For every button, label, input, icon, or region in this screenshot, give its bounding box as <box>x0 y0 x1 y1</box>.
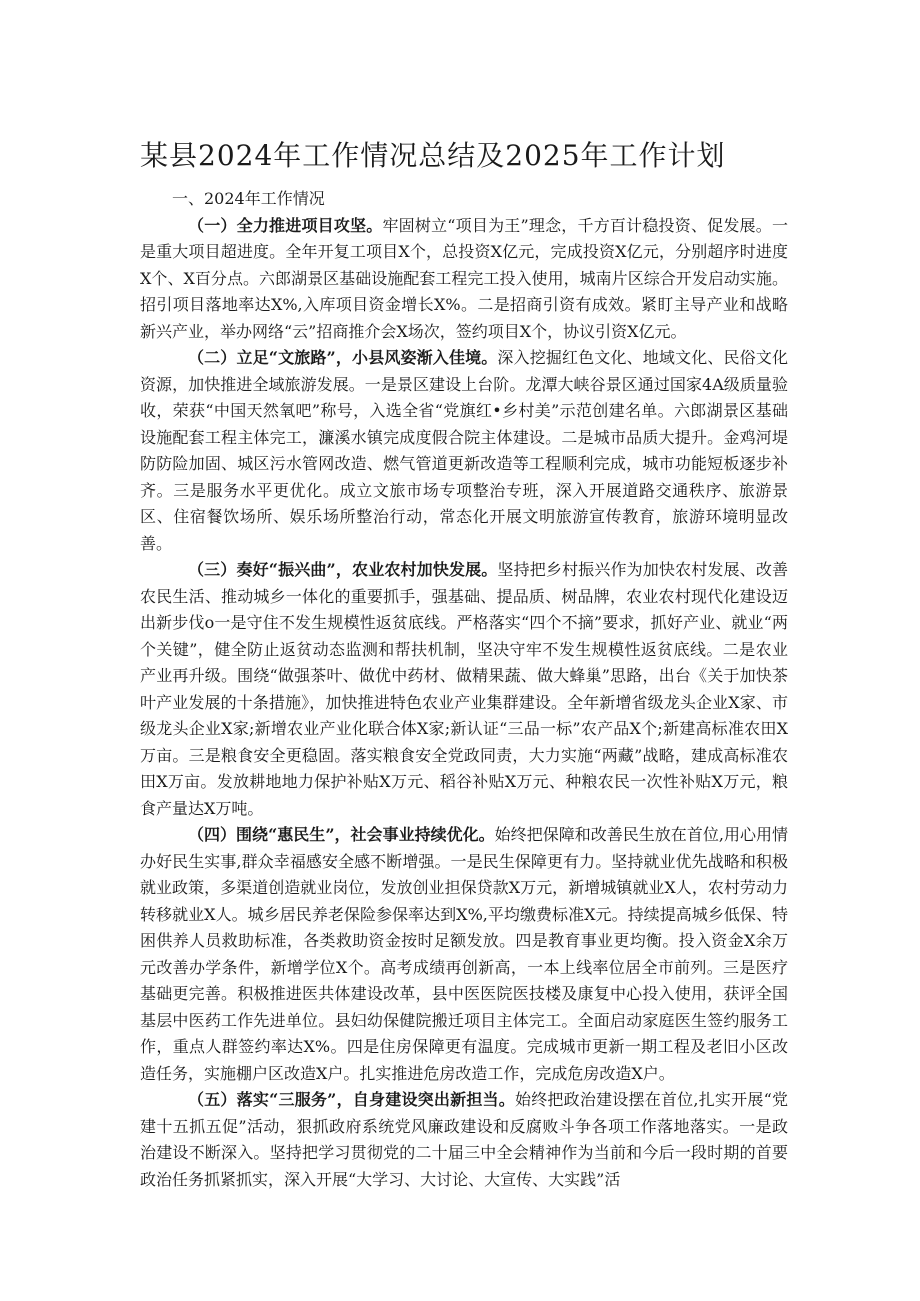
paragraph-rural-revitalization <box>140 557 788 822</box>
paragraph-lead: （一）全力推进项目攻坚。 <box>188 215 383 235</box>
paragraph-self-construction <box>140 1087 788 1193</box>
document-title: 某县2024年工作情况总结及2025年工作计划 <box>140 139 726 172</box>
paragraph-project-push <box>140 213 788 346</box>
paragraph-text: 坚持把乡村振兴作为加快农村发展、改善农民生活、推动城乡一体化的重要抓手，强基础、提品质、树品牌，农业农村现代化建设迈出新步伐o一是守住不发生规模性返贫底线。严格落实“四个不摘”要求，抓好产业、就业“两个关键”，健全防止返贫动态监测和帮扶机制，坚决守牢不发生规模性返贫底线。二是农业产业再升级。围绕“做强茶叶、做优中药材、做精果蔬、做大蜂巢”思路，出台《关于加快茶叶产业发展的十条措施》，加快推进特色农业产业集群建设。全年新增省级龙头企业X家、市级龙头企业X家;新增农业产业化联合体X家;新认证“三品一标”农产品X个;新建高标准农田X万亩。三是粮食安全更稳固。落实粮食安全党政同责，大力实施“两藏”战略，建成高标准农田X万亩。发放耕地地力保护补贴X万元、稻谷补贴X万元、种粮农民一次性补贴X万元，粮食产量达X万吨。 <box>140 560 788 818</box>
paragraph-lead: （二）立足“文旅路”，小县风姿渐入佳境。 <box>188 348 498 367</box>
paragraph-livelihood <box>140 822 788 1087</box>
paragraph-text: 牢固树立“项目为王”理念，千方百计稳投资、促发展。一是重大项目超进度。全年开复工项目X个，总投资X亿元，完成投资X亿元，分别超序时进度X个、X百分点。六郎湖景区基础设施配套工程完工投入使用，城南片区综合开发启动实施。招引项目落地率达X%,入库项目资金增长X%。二是招商引资有成效。紧盯主导产业和战略新兴产业，举办网络“云”招商推介会X场次，签约项目X个，协议引资X亿元。 <box>140 215 788 341</box>
document-body <box>140 186 788 1193</box>
paragraph-lead: （三）奏好“振兴曲”，农业农村加快发展。 <box>188 560 498 579</box>
paragraph-lead: （五）落实“三服务”，自身建设突出新担当。 <box>188 1090 515 1109</box>
paragraph-text: 始终把政治建设摆在首位,扎实开展“党建十五抓五促”活动，狠抓政府系统党风廉政建设和反腐败斗争各项工作落地落实。一是政治建设不断深入。坚持把学习贯彻党的二十届三中全会精神作为当前和今后一段时期的首要政治任务抓紧抓实，深入开展“大学习、大讨论、大宣传、大实践”活 <box>140 1090 788 1189</box>
paragraph-culture-tourism <box>140 345 788 557</box>
section-heading: 一、2024年工作情况 <box>172 189 325 208</box>
paragraph-text: 深入挖掘红色文化、地域文化、民俗文化资源，加快推进全域旅游发展。一是景区建设上台阶。龙潭大峡谷景区通过国家4A级质量验收，荣获“中国天然氧吧”称号，入选全省“党旗红•乡村美”示范创建名单。六郎湖景区基础设施配套工程主体完工，濂溪水镇完成度假合院主体建设。二是城市品质大提升。金鸡河堤防防险加固、城区污水管网改造、燃气管道更新改造等工程顺利完成，城市功能短板逐步补齐。三是服务水平更优化。成立文旅市场专项整治专班，深入开展道路交通秩序、旅游景区、住宿餐饮场所、娱乐场所整治行动，常态化开展文明旅游宣传教育，旅游环境明显改善。 <box>140 348 788 553</box>
paragraph-text: 始终把保障和改善民生放在首位,用心用情办好民生实事,群众幸福感安全感不断增强。一是民生保障更有力。坚持就业优先战略和积极就业政策，多渠道创造就业岗位，发放创业担保贷款X万元，新增城镇就业X人，农村劳动力转移就业X人。城乡居民养老保险参保率达到X%,平均缴费标准X元。持续提高城乡低保、特困供养人员救助标准，各类救助资金按时足额发放。四是教育事业更均衡。投入资金X余万元改善办学条件，新增学位X个。高考成绩再创新高，一本上线率位居全市前列。三是医疗基础更完善。积极推进医共体建设改革，县中医医院医技楼及康复中心投入使用，获评全国基层中医药工作先进单位。县妇幼保健院搬迁项目主体完工。全面启动家庭医生签约服务工作，重点人群签约率达X%。四是住房保障更有温度。完成城市更新一期工程及老旧小区改造任务，实施棚户区改造X户。扎实推进危房改造工作，完成危房改造X户。 <box>140 825 788 1083</box>
paragraph-lead: （四）围绕“惠民生”，社会事业持续优化。 <box>188 825 495 844</box>
